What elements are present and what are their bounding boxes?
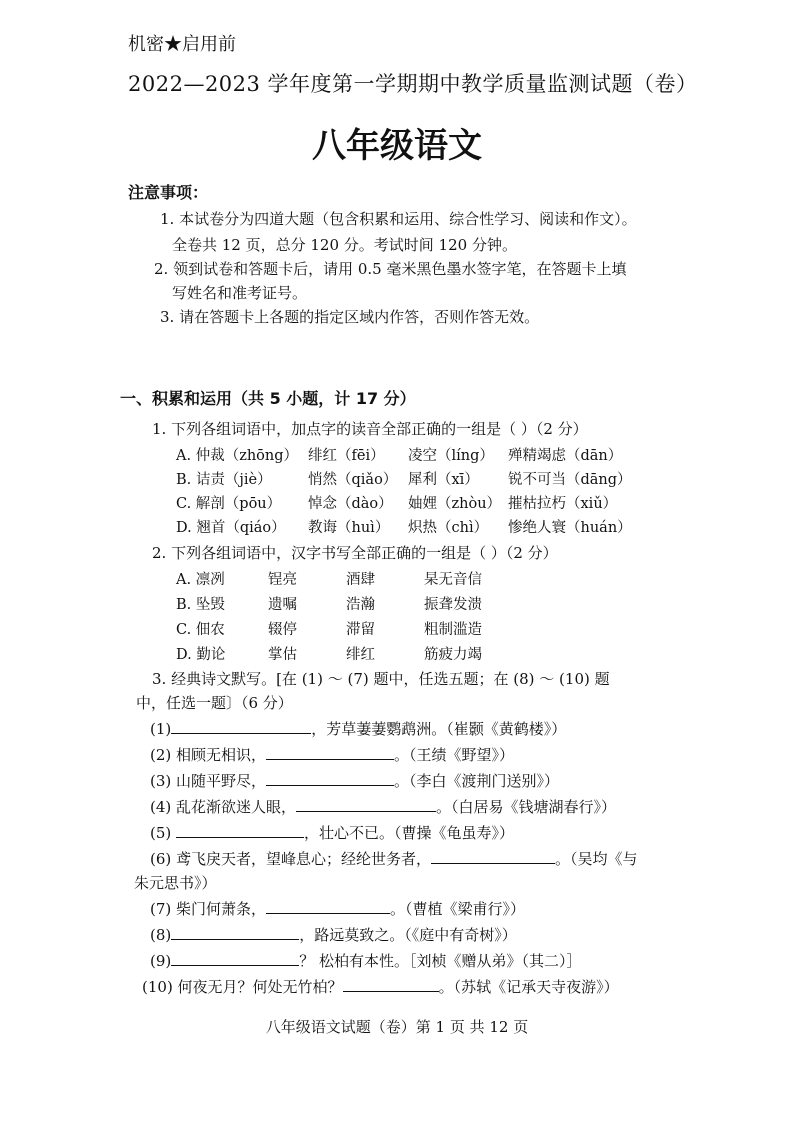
confidential-label: 机密★启用前 [128, 34, 236, 55]
item-text: (3) 山随平野尽， [150, 772, 267, 790]
notice-item: 全卷共 12 页，总分 120 分。考试时间 120 分钟。 [172, 236, 517, 254]
q2-option-b-2: 遗嘱 [268, 597, 297, 613]
answer-blank[interactable] [343, 977, 439, 992]
q1-option-d-1: D. 翘首（qiáo） [176, 520, 286, 536]
question-2-stem: 2. 下列各组词语中，汉字书写全部正确的一组是（ ）（2 分） [152, 544, 558, 562]
notice-item: 2. 领到试卷和答题卡后，请用 0.5 毫米黑色墨水签字笔，在答题卡上填 [154, 260, 627, 278]
item-tail: ，壮心不已。（曹操《龟虽寿》） [304, 824, 515, 842]
q1-option-c-4: 摧枯拉朽（xiǔ） [508, 496, 618, 512]
notice-item: 3. 请在答题卡上各题的指定区域内作答，否则作答无效。 [160, 308, 540, 326]
item-number: (8) [150, 926, 172, 944]
q2-option-d-4: 筋疲力竭 [424, 647, 482, 663]
item-number: (9) [150, 952, 172, 970]
item-text: (7) 柴门何萧条， [150, 900, 267, 918]
item-text: ，芳草萋萋鹦鹉洲。（崔颢《黄鹤楼》） [311, 720, 567, 738]
q2-option-b-4: 振聋发溃 [424, 597, 482, 613]
q2-option-b-3: 浩瀚 [346, 597, 375, 613]
q2-option-d-1: D. 勤论 [176, 647, 226, 663]
notice-heading: 注意事项： [128, 183, 209, 202]
q1-option-a-3: 凌空（líng） [408, 448, 494, 464]
q2-option-c-4: 粗制滥造 [424, 622, 482, 638]
item-text: (2) 相顾无相识， [150, 746, 267, 764]
q1-option-d-2: 教诲（huì） [308, 520, 390, 536]
item-tail: 。（王绩《野望》） [394, 746, 515, 764]
q1-option-d-4: 惨绝人寰（huán） [508, 520, 632, 536]
q1-option-b-1: B. 诘责（jiè） [176, 472, 272, 488]
recite-item-5 [150, 822, 514, 843]
item-tail: 。（苏轼《记承天寺夜游》） [438, 978, 619, 996]
question-3-stem: 3. 经典诗文默写。[在 (1) ～ (7) 题中，任选五题；在 (8) ～ (10) 题 [152, 670, 610, 688]
question-1-stem: 1. 下列各组词语中，加点字的读音全部正确的一组是（ ）（2 分） [152, 420, 588, 438]
recite-item-8 [150, 924, 517, 945]
q2-option-c-1: C. 佃农 [176, 622, 225, 638]
recite-item-4 [150, 796, 616, 817]
subject-title: 八年级语文 [312, 126, 482, 166]
q2-option-a-1: A. 凛冽 [176, 572, 225, 588]
answer-blank[interactable] [171, 951, 299, 966]
recite-item-3 [150, 770, 559, 791]
item-number: (1) [150, 720, 172, 738]
item-tail: 。（曹植《梁甫行》） [390, 900, 526, 918]
q2-option-c-3: 滞留 [346, 622, 375, 638]
notice-item: 写姓名和准考证号。 [172, 284, 308, 302]
q1-option-b-3: 犀利（xī） [408, 472, 479, 488]
answer-blank[interactable] [266, 771, 394, 786]
item-text: (4) 乱花渐欲迷人眼， [150, 798, 297, 816]
answer-blank[interactable] [171, 925, 299, 940]
item-tail: 。（白居易《钱塘湖春行》） [436, 798, 617, 816]
item-tail: 。（李白《渡荆门送别》） [394, 772, 560, 790]
answer-blank[interactable] [431, 849, 555, 864]
answer-blank[interactable] [296, 797, 436, 812]
q2-option-a-2: 锃亮 [268, 572, 297, 588]
page-footer: 八年级语文试题（卷）第 1 页 共 12 页 [265, 1018, 529, 1036]
q1-option-a-4: 殚精竭虑（dān） [508, 448, 623, 464]
notice-item: 1. 本试卷分为四道大题（包含积累和运用、综合性学习、阅读和作文）。 [160, 210, 637, 228]
recite-item-1 [150, 718, 566, 739]
recite-item-7 [150, 898, 525, 919]
question-3-stem-cont: 中，任选一题〕（6 分） [136, 694, 293, 712]
q1-option-c-1: C. 解剖（pōu） [176, 496, 282, 512]
answer-blank[interactable] [176, 823, 304, 838]
item-tail: ，路远莫致之。（《庭中有奇树》） [299, 926, 517, 944]
q1-option-a-1: A. 仲裁（zhōng） [176, 448, 299, 464]
item-text: (10) 何夜无月？何处无竹柏？ [142, 978, 343, 996]
q2-option-d-2: 掌估 [268, 647, 297, 663]
q1-option-c-2: 悼念（dào） [308, 496, 393, 512]
item-number: (5) [150, 824, 172, 842]
recite-item-6 [150, 848, 638, 869]
q2-option-c-2: 辍停 [268, 622, 297, 638]
recite-item-10 [142, 976, 619, 997]
exam-title: 2022—2023 学年度第一学期期中教学质量监测试题（卷） [128, 72, 698, 96]
q2-option-a-4: 杲无音信 [424, 572, 482, 588]
recite-item-6-cont: 朱元思书》） [134, 874, 217, 892]
q1-option-b-2: 悄然（qiǎo） [308, 472, 398, 488]
answer-blank[interactable] [266, 745, 394, 760]
q2-option-d-3: 绯红 [346, 647, 375, 663]
q1-option-b-4: 锐不可当（dāng） [508, 472, 632, 488]
answer-blank[interactable] [171, 719, 311, 734]
item-tail: ？ 松柏有本性。［刘桢《赠从弟》（其二）］ [299, 952, 582, 970]
q2-option-a-3: 酒肆 [346, 572, 375, 588]
q2-option-b-1: B. 坠毁 [176, 597, 225, 613]
q1-option-d-3: 炽热（chì） [408, 520, 489, 536]
answer-blank[interactable] [266, 899, 390, 914]
q1-option-a-2: 绯红（fēi） [308, 448, 385, 464]
item-text: (6) 鸢飞戾天者，望峰息心；经纶世务者， [150, 850, 432, 868]
item-tail: 。（吴均《与 [555, 850, 638, 868]
section-heading: 一、积累和运用（共 5 小题，计 17 分） [120, 389, 416, 408]
recite-item-9 [150, 950, 582, 971]
recite-item-2 [150, 744, 514, 765]
q1-option-c-3: 妯娌（zhòu） [408, 496, 502, 512]
